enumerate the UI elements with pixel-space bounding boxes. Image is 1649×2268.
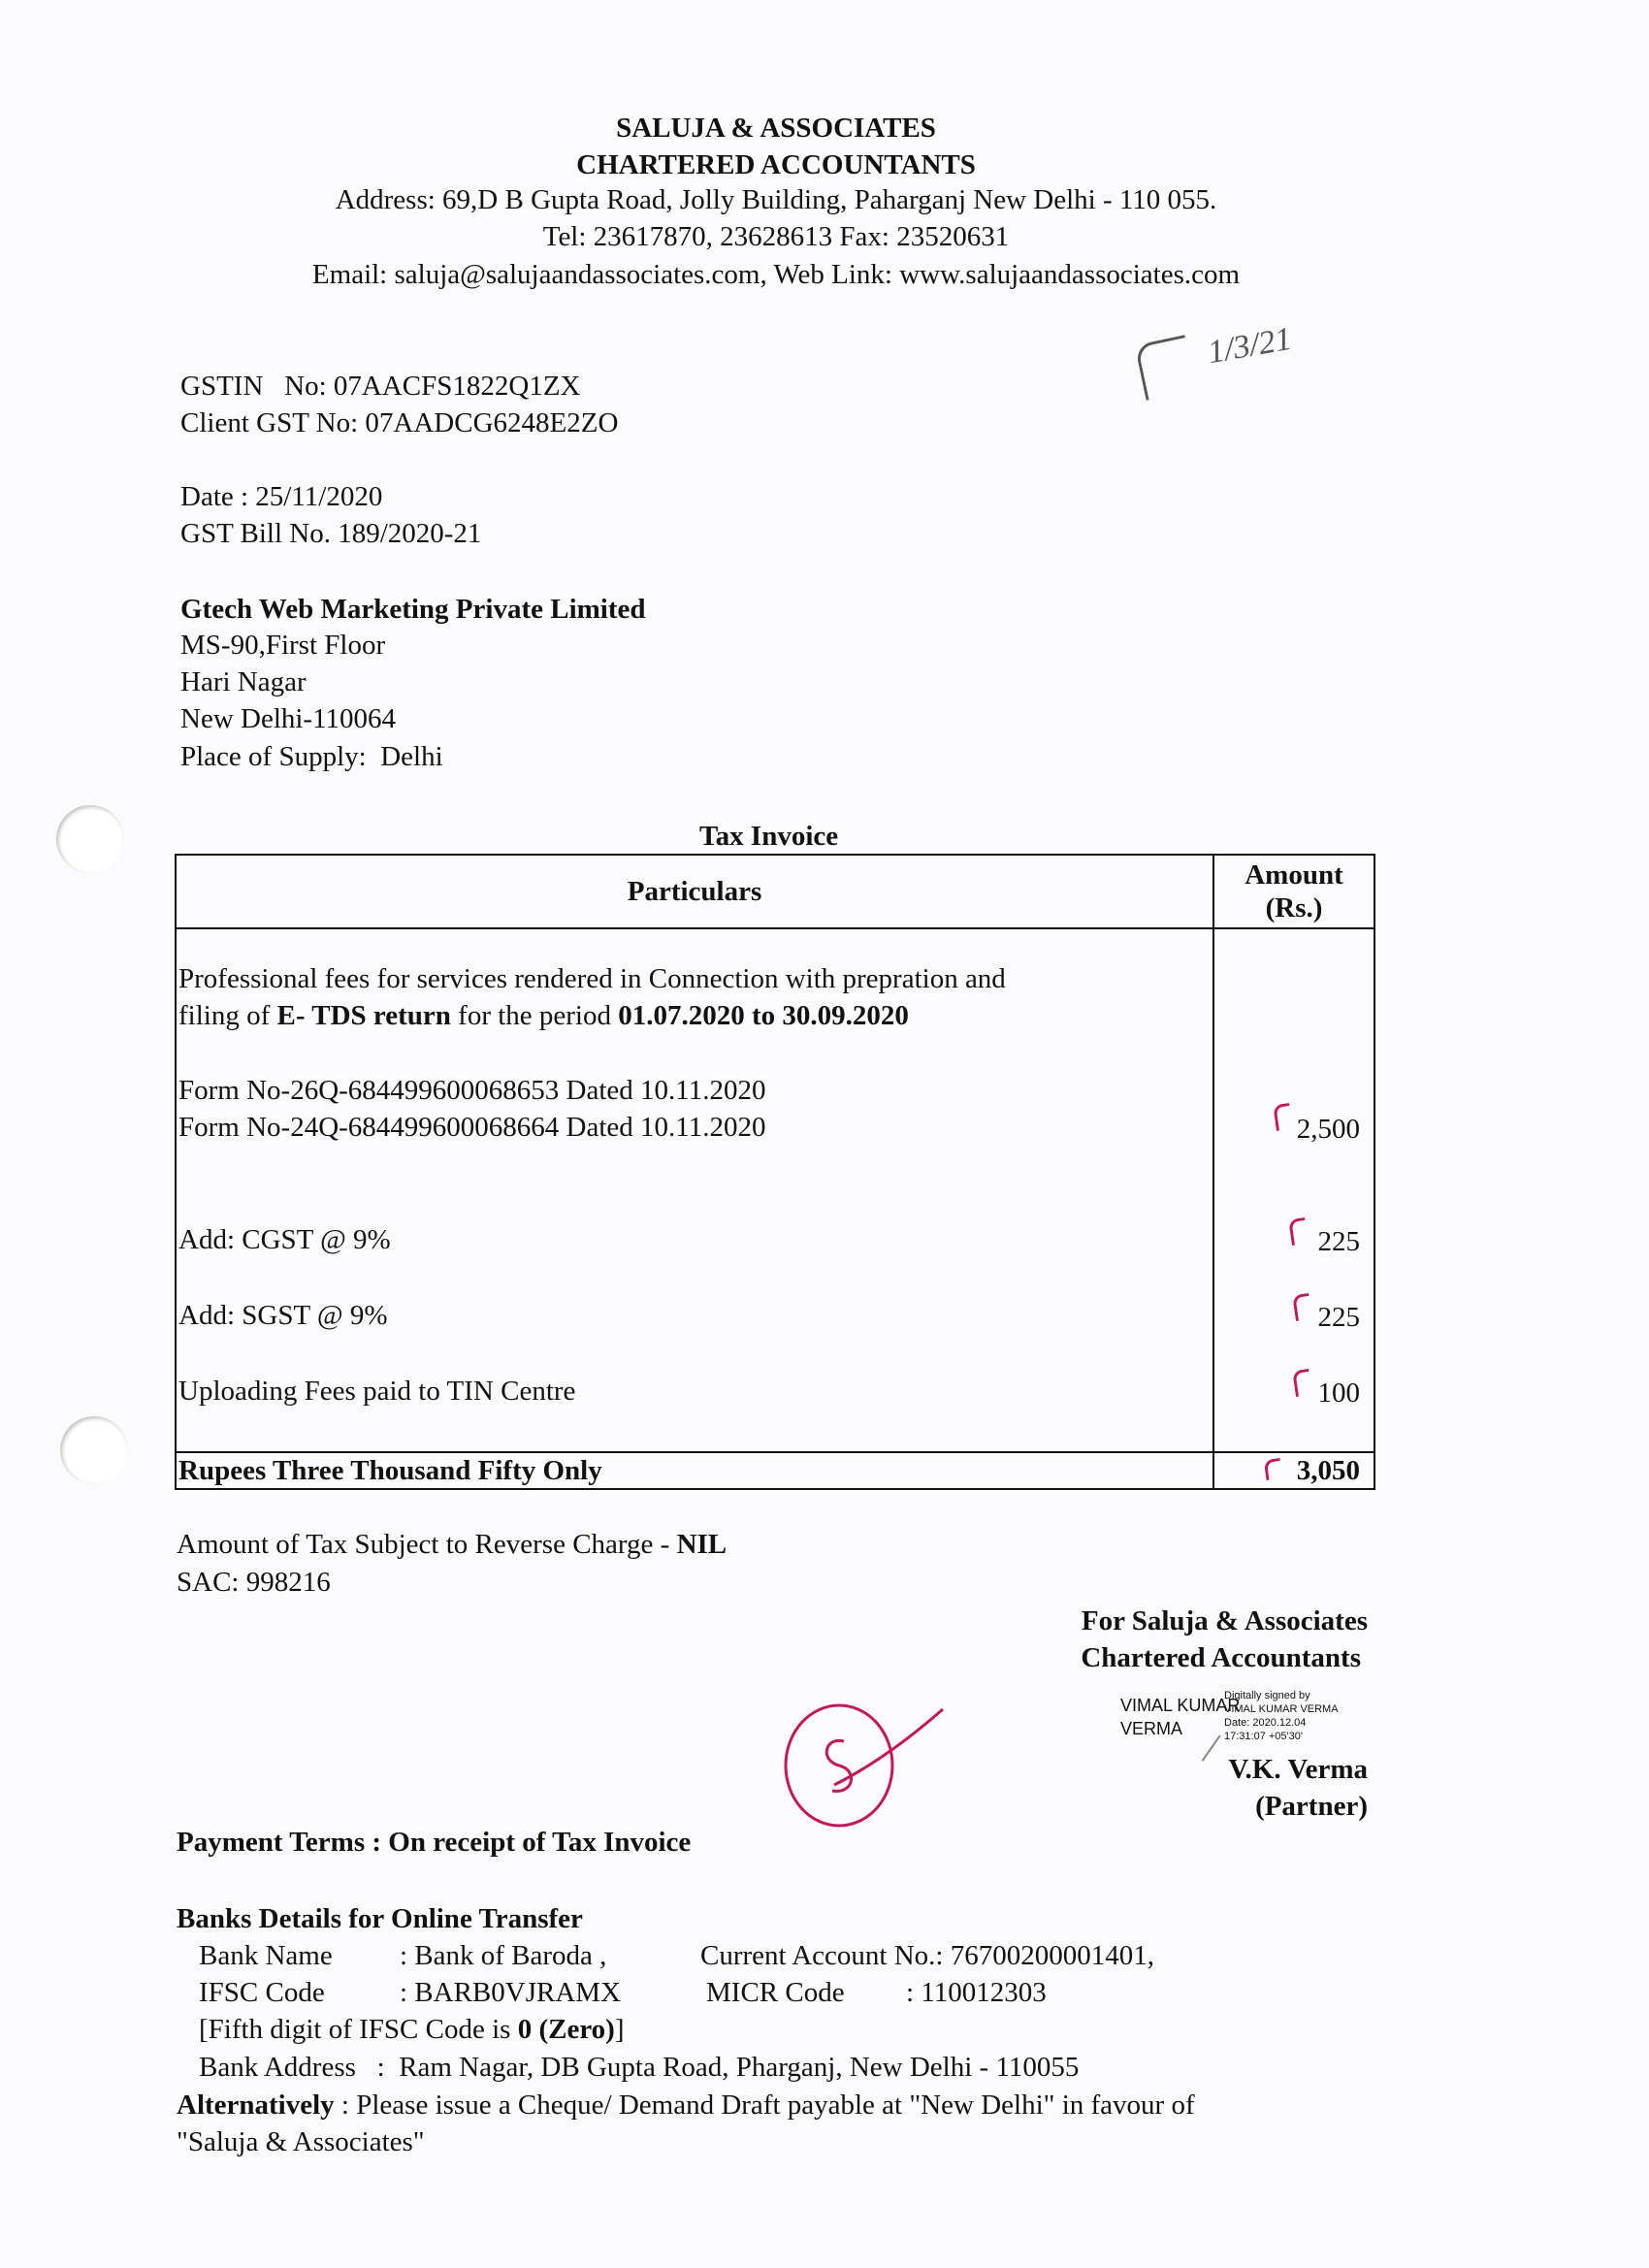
signer-name-2: VERMA: [1120, 1719, 1183, 1738]
service-description: Professional fees for services rendered in Connection with prepration and: [178, 963, 1006, 994]
ifsc-label: IFSC Code: [199, 1977, 325, 2008]
signer-role: (Partner): [1255, 1791, 1368, 1822]
sgst-label: Add: SGST @ 9%: [178, 1300, 388, 1331]
signature-stroke: [1190, 1727, 1220, 1761]
cheque-payee: "Saluja & Associates": [177, 2126, 425, 2157]
invoice-title: Tax Invoice: [699, 821, 839, 852]
amounts-cell: [1213, 928, 1374, 1452]
account-number: Current Account No.: 76700200001401,: [700, 1940, 1154, 1971]
period-prefix: filing of: [178, 1000, 277, 1031]
table-total-row: [176, 1452, 1374, 1489]
amount-header-label: Amount: [1245, 859, 1343, 891]
bill-number: GST Bill No. 189/2020-21: [180, 518, 482, 549]
particulars-header: Particulars: [176, 855, 1213, 928]
upload-fee-amount: 100: [1317, 1377, 1360, 1409]
bank-address: Bank Address : Ram Nagar, DB Gupta Road, Pharganj, New Delhi - 110055: [199, 2052, 1080, 2083]
total-amount: 3,050: [1296, 1454, 1360, 1486]
client-address-line3: New Delhi-110064: [180, 703, 397, 734]
reverse-charge-note: [177, 1526, 727, 1563]
ifsc-note-suffix: ]: [614, 2014, 625, 2045]
check-mark-icon: [1273, 1103, 1293, 1131]
amount-header-unit: (Rs.): [1265, 892, 1323, 923]
sac-code: SAC: 998216: [177, 1567, 331, 1598]
digital-signature-line4: 17:31:07 +05'30': [1224, 1731, 1303, 1742]
punch-hole-bottom: [60, 1416, 128, 1484]
ifsc-value: : BARB0VJRAMX: [400, 1977, 622, 2008]
fee-amount: 2,500: [1296, 1114, 1360, 1145]
punch-hole-top: [56, 805, 124, 873]
cgst-label: Add: CGST @ 9%: [178, 1224, 391, 1255]
gstin-number: GSTIN No: 07AACFS1822Q1ZX: [180, 371, 581, 402]
table-header-row: [176, 855, 1374, 928]
amount-header: [1213, 855, 1374, 928]
alternative-label: Alternatively: [177, 2090, 335, 2121]
ifsc-note: [199, 2011, 625, 2048]
signer-name-1: VIMAL KUMAR: [1120, 1696, 1241, 1715]
ifsc-note-prefix: [Fifth digit of IFSC Code is: [199, 2014, 518, 2045]
check-mark-icon: [1288, 1217, 1309, 1246]
reverse-charge-label: Amount of Tax Subject to Reverse Charge -: [177, 1529, 677, 1560]
sgst-amount: 225: [1317, 1302, 1360, 1333]
handwritten-date: 1/3/21: [1205, 320, 1295, 372]
firm-profession: CHARTERED ACCOUNTANTS: [576, 149, 976, 180]
firm-name: SALUJA & ASSOCIATES: [616, 113, 936, 144]
invoice-table: [175, 854, 1375, 1490]
client-name: Gtech Web Marketing Private Limited: [180, 594, 646, 625]
client-address-line1: MS-90,First Floor: [180, 630, 386, 661]
ifsc-note-zero: 0 (Zero): [517, 2014, 615, 2045]
digital-signature-line3: Date: 2020.12.04: [1224, 1717, 1307, 1729]
alternative-text: : Please issue a Cheque/ Demand Draft payable at "New Delhi" in favour of: [334, 2090, 1195, 2121]
firm-email: Email: saluja@salujaandassociates.com, Web Link: www.salujaandassociates.com: [311, 259, 1241, 290]
invoice-date: Date : 25/11/2020: [180, 481, 383, 512]
client-address-line2: Hari Nagar: [180, 666, 307, 697]
client-gst-number: Client GST No: 07AADCG6248E2ZO: [180, 407, 619, 438]
bank-details-heading: Banks Details for Online Transfer: [177, 1903, 583, 1934]
alternative-payment: [177, 2087, 1195, 2123]
digital-signature-stamp: [1224, 1689, 1339, 1743]
check-mark-icon: [1292, 1293, 1312, 1321]
signature-firm-role: Chartered Accountants: [1081, 1642, 1361, 1673]
digital-signature-line1: Digitally signed by: [1224, 1690, 1310, 1701]
bank-name-value: : Bank of Baroda ,: [400, 1940, 607, 1971]
total-in-words: Rupees Three Thousand Fifty Only: [176, 1452, 1213, 1489]
check-mark-icon: [1292, 1369, 1312, 1397]
firm-address: Address: 69,D B Gupta Road, Jolly Building, Paharganj New Delhi - 110 055.: [335, 184, 1217, 215]
period-mid: for the period: [450, 1000, 619, 1031]
signer-name: V.K. Verma: [1228, 1754, 1368, 1785]
particulars-cell: [176, 928, 1213, 1452]
firm-phone: Tel: 23617870, 23628613 Fax: 23520631: [542, 221, 1010, 252]
signature-for-line: For Saluja & Associates: [1081, 1605, 1368, 1636]
place-of-supply: Place of Supply: Delhi: [180, 741, 443, 772]
handwritten-initial-mark: [776, 1698, 951, 1833]
total-amount-cell: [1213, 1452, 1374, 1489]
check-mark-icon: [1264, 1458, 1283, 1480]
form-24q: Form No-24Q-684499600068664 Dated 10.11.2020: [178, 1112, 766, 1143]
handwritten-tick-mark: [1135, 335, 1197, 401]
reverse-charge-value: NIL: [676, 1529, 728, 1560]
period-range: 01.07.2020 to 30.09.2020: [618, 1000, 909, 1031]
digital-signature-line2: VIMAL KUMAR VERMA: [1224, 1703, 1339, 1715]
upload-fee-label: Uploading Fees paid to TIN Centre: [178, 1376, 576, 1407]
form-26q: Form No-26Q-684499600068653 Dated 10.11.2020: [178, 1075, 766, 1106]
service-period: [178, 997, 909, 1034]
return-type: E- TDS return: [276, 1000, 451, 1031]
micr-value: : 110012303: [906, 1977, 1047, 2008]
micr-label: MICR Code: [706, 1977, 845, 2008]
bank-name-label: Bank Name: [199, 1940, 333, 1971]
payment-terms: Payment Terms : On receipt of Tax Invoice: [177, 1827, 692, 1858]
cgst-amount: 225: [1317, 1226, 1360, 1257]
table-body-row: [176, 928, 1374, 1452]
